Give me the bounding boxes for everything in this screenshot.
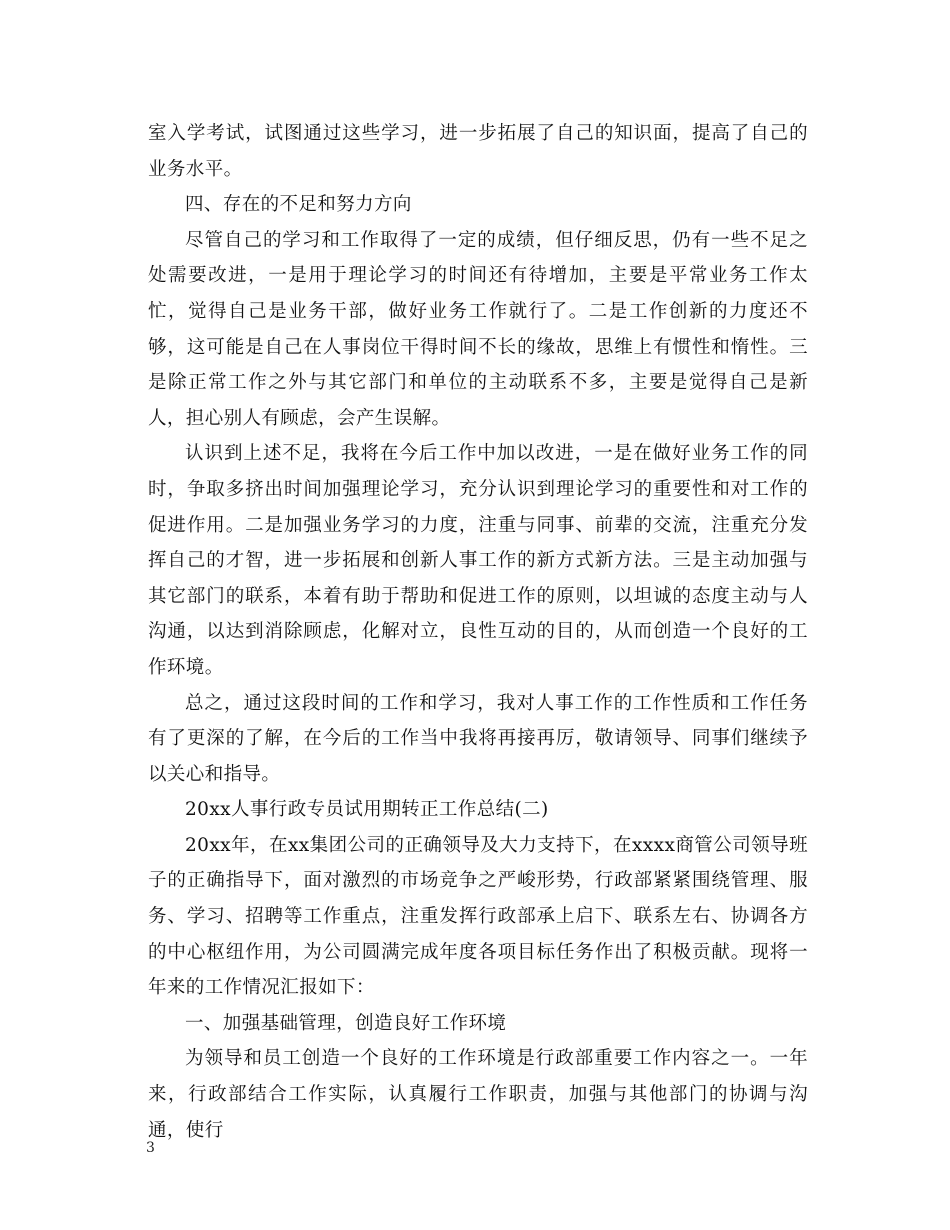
paragraph-continuation: 室入学考试，试图通过这些学习，进一步拓展了自己的知识面，提高了自己的业务水平。: [148, 123, 808, 180]
page-number: 3: [146, 1140, 155, 1156]
document-body: [148, 116, 808, 1148]
paragraph-intro-part-two: 20xx年，在xx集团公司的正确领导及大力支持下，在xxxx商管公司领导班子的正确指导下，面对激烈的市场竞争之严峻形势，行政部紧紧围绕管理、服务、学习、招聘等工作重点，注重发挥行政部承上启下、联系左右、协调各方的中心枢纽作用，为公司圆满完成年度各项目标任务作出了积极贡献。现将一年来的工作情况汇报如下：: [148, 834, 808, 999]
paragraph-conclusion: 总之，通过这段时间的工作和学习，我对人事工作的工作性质和工作任务有了更深的了解，在今后的工作当中我将再接再厉，敬请领导、同事们继续予以关心和指导。: [148, 692, 808, 785]
paragraph-shortcomings: 尽管自己的学习和工作取得了一定的成绩，但仔细反思，仍有一些不足之处需要改进，一是用于理论学习的时间还有待增加，主要是平常业务工作太忙，觉得自己是业务干部，做好业务工作就行了。二是工作创新的力度还不够，这可能是自己在人事岗位干得时间不长的缘故，思维上有惯性和惰性。三是除正常工作之外与其它部门和单位的主动联系不多，主要是觉得自己是新人，担心别人有顾虑，会产生误解。: [148, 229, 808, 429]
article-title-part-two: 20xx人事行政专员试用期转正工作总结(二): [185, 799, 549, 821]
section-heading-basic-management: 一、加强基础管理，创造良好工作环境: [185, 1012, 507, 1034]
section-heading-shortcomings: 四、存在的不足和努力方向: [185, 194, 412, 216]
paragraph-improvements: 认识到上述不足，我将在今后工作中加以改进，一是在做好业务工作的同时，争取多挤出时间加强理论学习，充分认识到理论学习的重要性和对工作的促进作用。二是加强业务学习的力度，注重与同事、前辈的交流，注重充分发挥自己的才智，进一步拓展和创新人事工作的新方式新方法。三是主动加强与其它部门的联系，本着有助于帮助和促进工作的原则，以坦诚的态度主动与人沟通，以达到消除顾虑，化解对立，良性互动的目的，从而创造一个良好的工作环境。: [148, 443, 808, 678]
paragraph-work-environment: 为领导和员工创造一个良好的工作环境是行政部重要工作内容之一。一年来，行政部结合工作实际，认真履行工作职责，加强与其他部门的协调与沟通，使行: [148, 1048, 808, 1141]
